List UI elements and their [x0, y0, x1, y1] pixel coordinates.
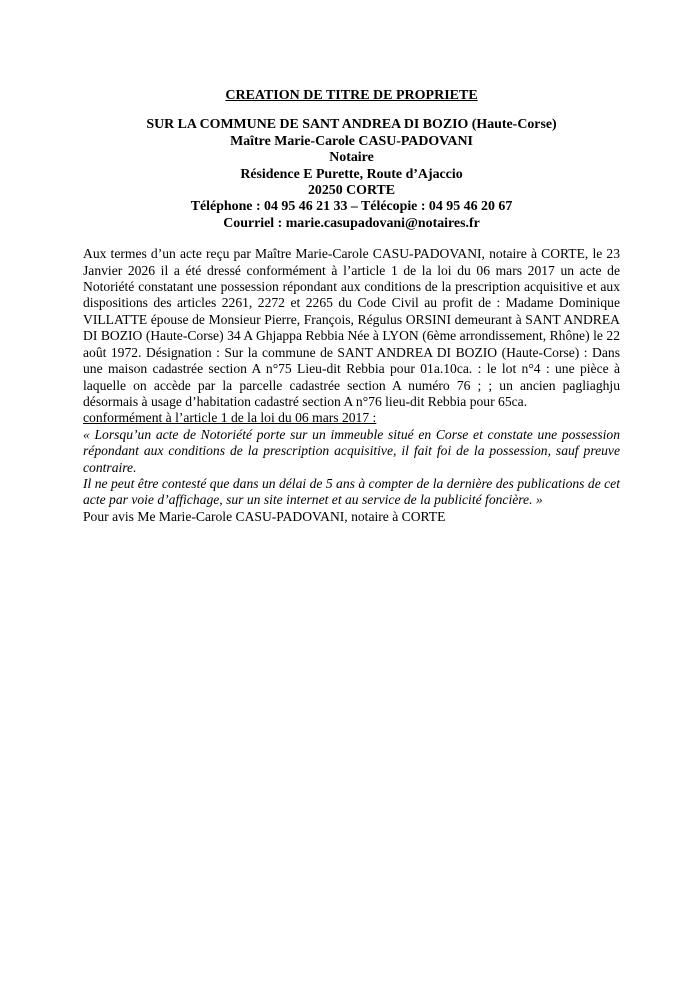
- law-quote-paragraph-2: Il ne peut être contesté que dans un délai de 5 ans à compter de la dernière des publications de cet acte par voie d’affichage, sur un site internet et au service de la publicité foncière. »: [83, 475, 620, 508]
- header-line-notary-name: Maître Marie-Carole CASU-PADOVANI: [230, 133, 473, 149]
- header-line-phone-fax: Téléphone : 04 95 46 21 33 – Télécopie : 04 95 46 20 67: [190, 199, 513, 215]
- document-title: CREATION DE TITRE DE PROPRIETE: [225, 88, 478, 103]
- document-content: [83, 88, 620, 525]
- header-line-email: Courriel : marie.casupadovani@notaires.fr: [223, 215, 480, 231]
- header-line-commune: SUR LA COMMUNE DE SANT ANDREA DI BOZIO (Haute-Corse): [146, 117, 557, 133]
- law-quote-paragraph-1: « Lorsqu’un acte de Notoriété porte sur un immeuble situé en Corse et constate une possession répondant aux conditions de la prescription acquisitive, il fait foi de la possession, sauf preuve contraire.: [83, 426, 620, 475]
- header-line-address: Résidence E Purette, Route d’Ajaccio: [240, 166, 463, 182]
- main-paragraph: Aux termes d’un acte reçu par Maître Marie-Carole CASU-PADOVANI, notaire à CORTE, le 23 Janvier 2026 il a été dressé conformément à l’article 1 de la loi du 06 mars 2017 un acte de Notoriété constatant une possession répondant aux conditions de la prescription acquisitive et aux dispositions des articles 2261, 2272 et 2265 du Code Civil au profit de : Madame Dominique VILLATTE épouse de Monsieur Pierre, François, Régulus ORSINI demeurant à SANT ANDREA DI BOZIO (Haute-Corse) 34 A Ghjappa Rebbia Née à LYON (6ème arrondissement, Rhône) le 22 août 1972. Désignation : Sur la commune de SANT ANDREA DI BOZIO (Haute-Corse) : Dans une maison cadastrée section A n°75 Lieu-dit Rebbia pour 01a.10ca. : le lot n°4 : une pièce à laquelle on accède par la parcelle cadastrée section A numéro 76 ; ; un ancien pagliaghju désormais à usage d’habitation cadastré section A n°76 lieu-dit Rebbia pour 65ca.: [83, 246, 620, 409]
- notice-body: [83, 246, 620, 525]
- law-reference-line: conformément à l’article 1 de la loi du 06 mars 2017 :: [83, 410, 377, 426]
- header-line-city: 20250 CORTE: [307, 183, 396, 199]
- header-line-notary-title: Notaire: [329, 150, 374, 166]
- closing-line: Pour avis Me Marie-Carole CASU-PADOVANI, notaire à CORTE: [83, 508, 446, 524]
- notary-header-block: [83, 117, 620, 232]
